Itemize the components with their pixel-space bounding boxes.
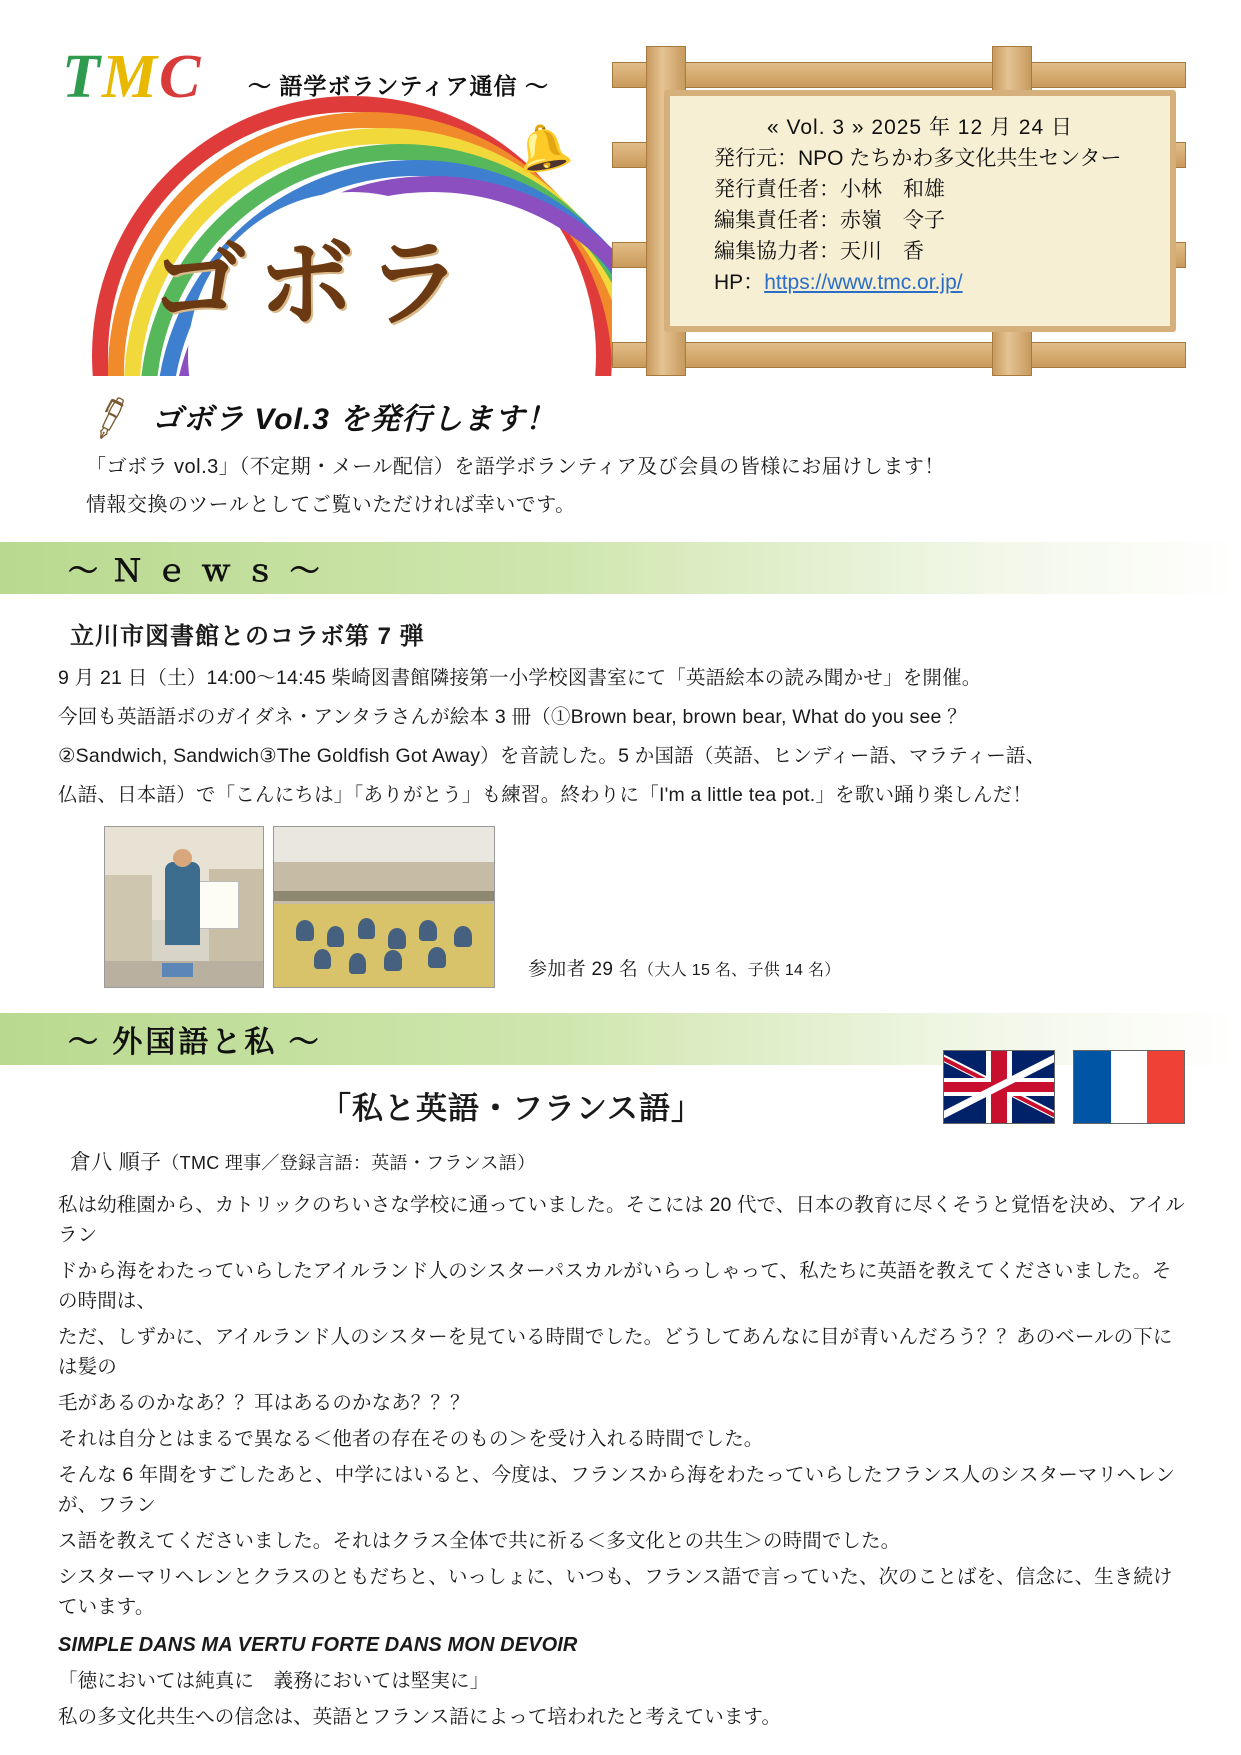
news-paragraph: ②Sandwich, Sandwich③The Goldfish Got Away）を音読した。5 か国語（英語、ヒンディー語、マラティー語、	[58, 745, 1046, 767]
newsletter-header	[0, 0, 1241, 390]
news-paragraph: 今回も英語語ボのガイダネ・アンタラさんが絵本 3 冊（①Brown bear, brown bear, What do you see ？	[58, 706, 967, 728]
essay-paragraph: ただ、しずかに、アイルランド人のシスターを見ている時間でした。どうしてあんなに目が青いんだろう？？あのベールの下には髪の	[58, 1326, 1173, 1378]
news-banner	[0, 542, 1241, 594]
publish-title: ゴボラ Vol.3 を発行します！	[152, 403, 557, 436]
essay-paragraph: それは自分とはまるで異なる＜他者の存在そのもの＞を受け入れる時間でした。	[58, 1428, 764, 1450]
wooden-sign	[612, 46, 1186, 376]
essay-title: 「私と英語・フランス語」	[319, 1091, 704, 1126]
essay-author	[58, 1146, 1185, 1176]
publish-manager: 発行責任者：小林 和雄	[714, 178, 945, 201]
news-paragraph: 9 月 21 日（土）14:00〜14:45 柴崎図書館隣接第一小学校図書室にて「英語絵本の読み聞かせ」を開催。	[58, 667, 982, 689]
header-subtitle: 〜 語学ボランティア通信 〜	[248, 73, 549, 99]
publisher: 発行元：NPO たちかわ多文化共生センター	[714, 147, 1122, 170]
feather-pen-icon: 🖋	[85, 393, 138, 443]
france-flag-icon	[1073, 1050, 1185, 1124]
attendees-detail: （大人 15 名、子供 14 名）	[638, 962, 841, 979]
essay-paragraph: 毛があるのかなあ？？耳はあるのかなあ？？？	[58, 1392, 470, 1414]
news-body	[58, 663, 1185, 810]
masthead-info	[664, 90, 1176, 332]
essay-paragraph: ス語を教えてくださいました。それはクラス全体で共に祈る＜多文化との共生＞の時間でした。	[58, 1530, 901, 1552]
news-paragraph: 仏語、日本語）で「こんにちは」「ありがとう」も練習。終わりに「I'm a little tea pot.」を歌い踊り楽しんだ！	[58, 784, 1033, 806]
photo-reading-session	[104, 826, 264, 988]
foreign-language-banner-label: 〜 外国語と私 〜	[68, 1026, 322, 1059]
flag-group	[943, 1050, 1185, 1124]
author-name: 倉八 順子	[70, 1151, 162, 1174]
publish-line: 情報交換のツールとしてご覧いただければ幸いです。	[86, 494, 576, 516]
bell-icon: 🔔	[511, 118, 576, 179]
hp-label: HP：	[714, 271, 765, 294]
united-kingdom-flag-icon	[943, 1050, 1055, 1124]
essay-motto-translation: 「徳においては純真に 義務においては堅実に」	[58, 1670, 490, 1692]
homepage-line	[714, 267, 1170, 298]
sign-plank	[612, 342, 1186, 368]
attendees-count	[528, 954, 841, 981]
essay-paragraph: そんな 6 年間をすごしたあと、中学にはいると、今度は、フランスから海をわたっていらしたフランス人のシスターマリヘレンが、フラン	[58, 1464, 1175, 1516]
foreign-language-section	[0, 1083, 1241, 1732]
sign-plank	[612, 62, 1186, 88]
publish-notice	[0, 394, 1241, 520]
page-title: ゴボラ	[150, 231, 474, 338]
essay-motto: SIMPLE DANS MA VERTU FORTE DANS MON DEVOIR	[58, 1634, 578, 1656]
essay-paragraph: ドから海をわたっていらしたアイルランド人のシスターパスカルがいらっしゃって、私たちに英語を教えてくださいました。その時間は、	[58, 1260, 1172, 1312]
essay-closing: 私の多文化共生への信念は、英語とフランス語によって培われたと考えています。	[58, 1706, 782, 1728]
publish-line: 「ゴボラ vol.3」（不定期・メール配信）を語学ボランティア及び会員の皆様にお届けします！	[86, 456, 945, 478]
edit-manager: 編集責任者：赤嶺 令子	[714, 209, 945, 232]
issue-volume-date: « Vol. 3 » 2025 年 12 月 24 日	[766, 116, 1073, 139]
news-photos	[58, 826, 1185, 991]
publish-body	[86, 452, 1241, 520]
news-section	[0, 616, 1241, 991]
tmc-logo: TMC	[62, 43, 203, 111]
edit-support: 編集協力者：天川 香	[714, 240, 924, 263]
news-headline: 立川市図書館とのコラボ第 7 弾	[70, 623, 425, 650]
news-banner-label: 〜 Ｎ ｅ ｗ ｓ 〜	[68, 555, 323, 588]
essay-body	[58, 1190, 1185, 1732]
author-detail: （TMC 理事／登録言語：英語・フランス語）	[161, 1153, 536, 1173]
essay-paragraph: シスターマリヘレンとクラスのともだちと、いっしょに、いつも、フランス語で言っていた、次のことばを、信念に、生き続けています。	[58, 1566, 1173, 1618]
attendees-total: 参加者 29 名	[528, 959, 639, 980]
photo-audience	[273, 826, 495, 988]
essay-paragraph: 私は幼稚園から、カトリックのちいさな学校に通っていました。そこには 20 代で、日本の教育に尽くそうと覚悟を決め、アイルラン	[58, 1194, 1185, 1246]
hp-link[interactable]: https://www.tmc.or.jp/	[764, 271, 963, 294]
